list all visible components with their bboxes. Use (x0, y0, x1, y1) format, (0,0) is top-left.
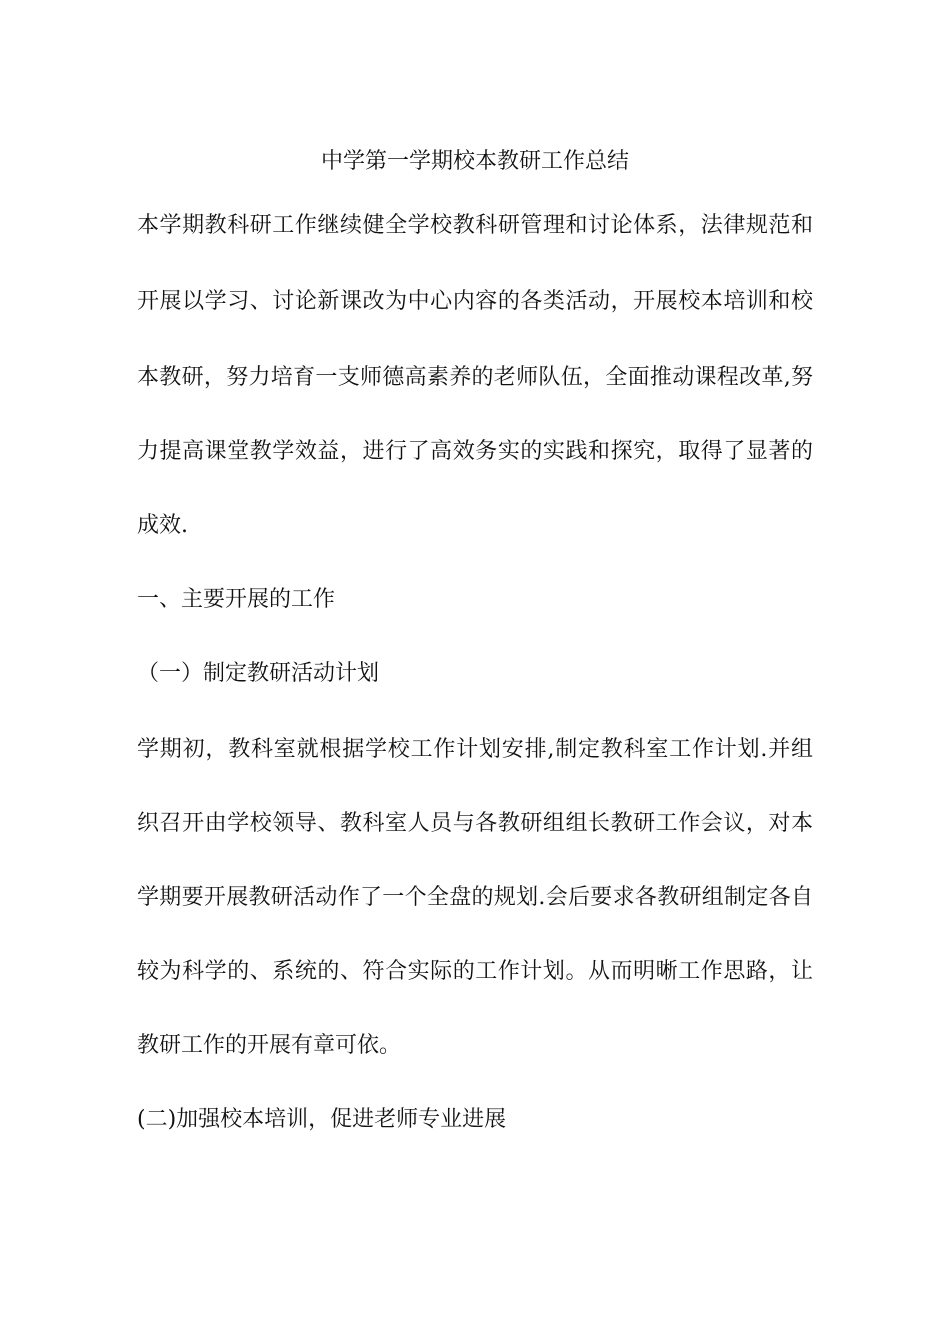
intro-line: 成效. (137, 513, 188, 538)
section-heading: 一、主要开展的工作 (137, 587, 336, 612)
document-title: 中学第一学期校本教研工作总结 (320, 149, 629, 174)
intro-line: 本教研，努力培育一支师德高素养的老师队伍，全面推动课程改革,努 (137, 365, 813, 390)
body-line: 较为科学的、系统的、符合实际的工作计划。从而明晰工作思路，让 (137, 959, 813, 984)
intro-line: 开展以学习、讨论新课改为中心内容的各类活动，开展校本培训和校 (137, 289, 813, 314)
intro-line: 本学期教科研工作继续健全学校教科研管理和讨论体系，法律规范和 (137, 213, 813, 238)
subsection-heading: （一）制定教研活动计划 (137, 661, 380, 686)
body-line: 学期要开展教研活动作了一个全盘的规划.会后要求各教研组制定各自 (137, 885, 813, 910)
intro-line: 力提高课堂教学效益，进行了高效务实的实践和探究，取得了显著的 (137, 439, 813, 464)
body-line: 学期初，教科室就根据学校工作计划安排,制定教科室工作计划.并组 (137, 737, 813, 762)
body-line: 织召开由学校领导、教科室人员与各教研组组长教研工作会议，对本 (137, 811, 813, 836)
subsection-heading: (二)加强校本培训，促进老师专业进展 (137, 1107, 507, 1132)
body-line: 教研工作的开展有章可依。 (137, 1033, 402, 1058)
